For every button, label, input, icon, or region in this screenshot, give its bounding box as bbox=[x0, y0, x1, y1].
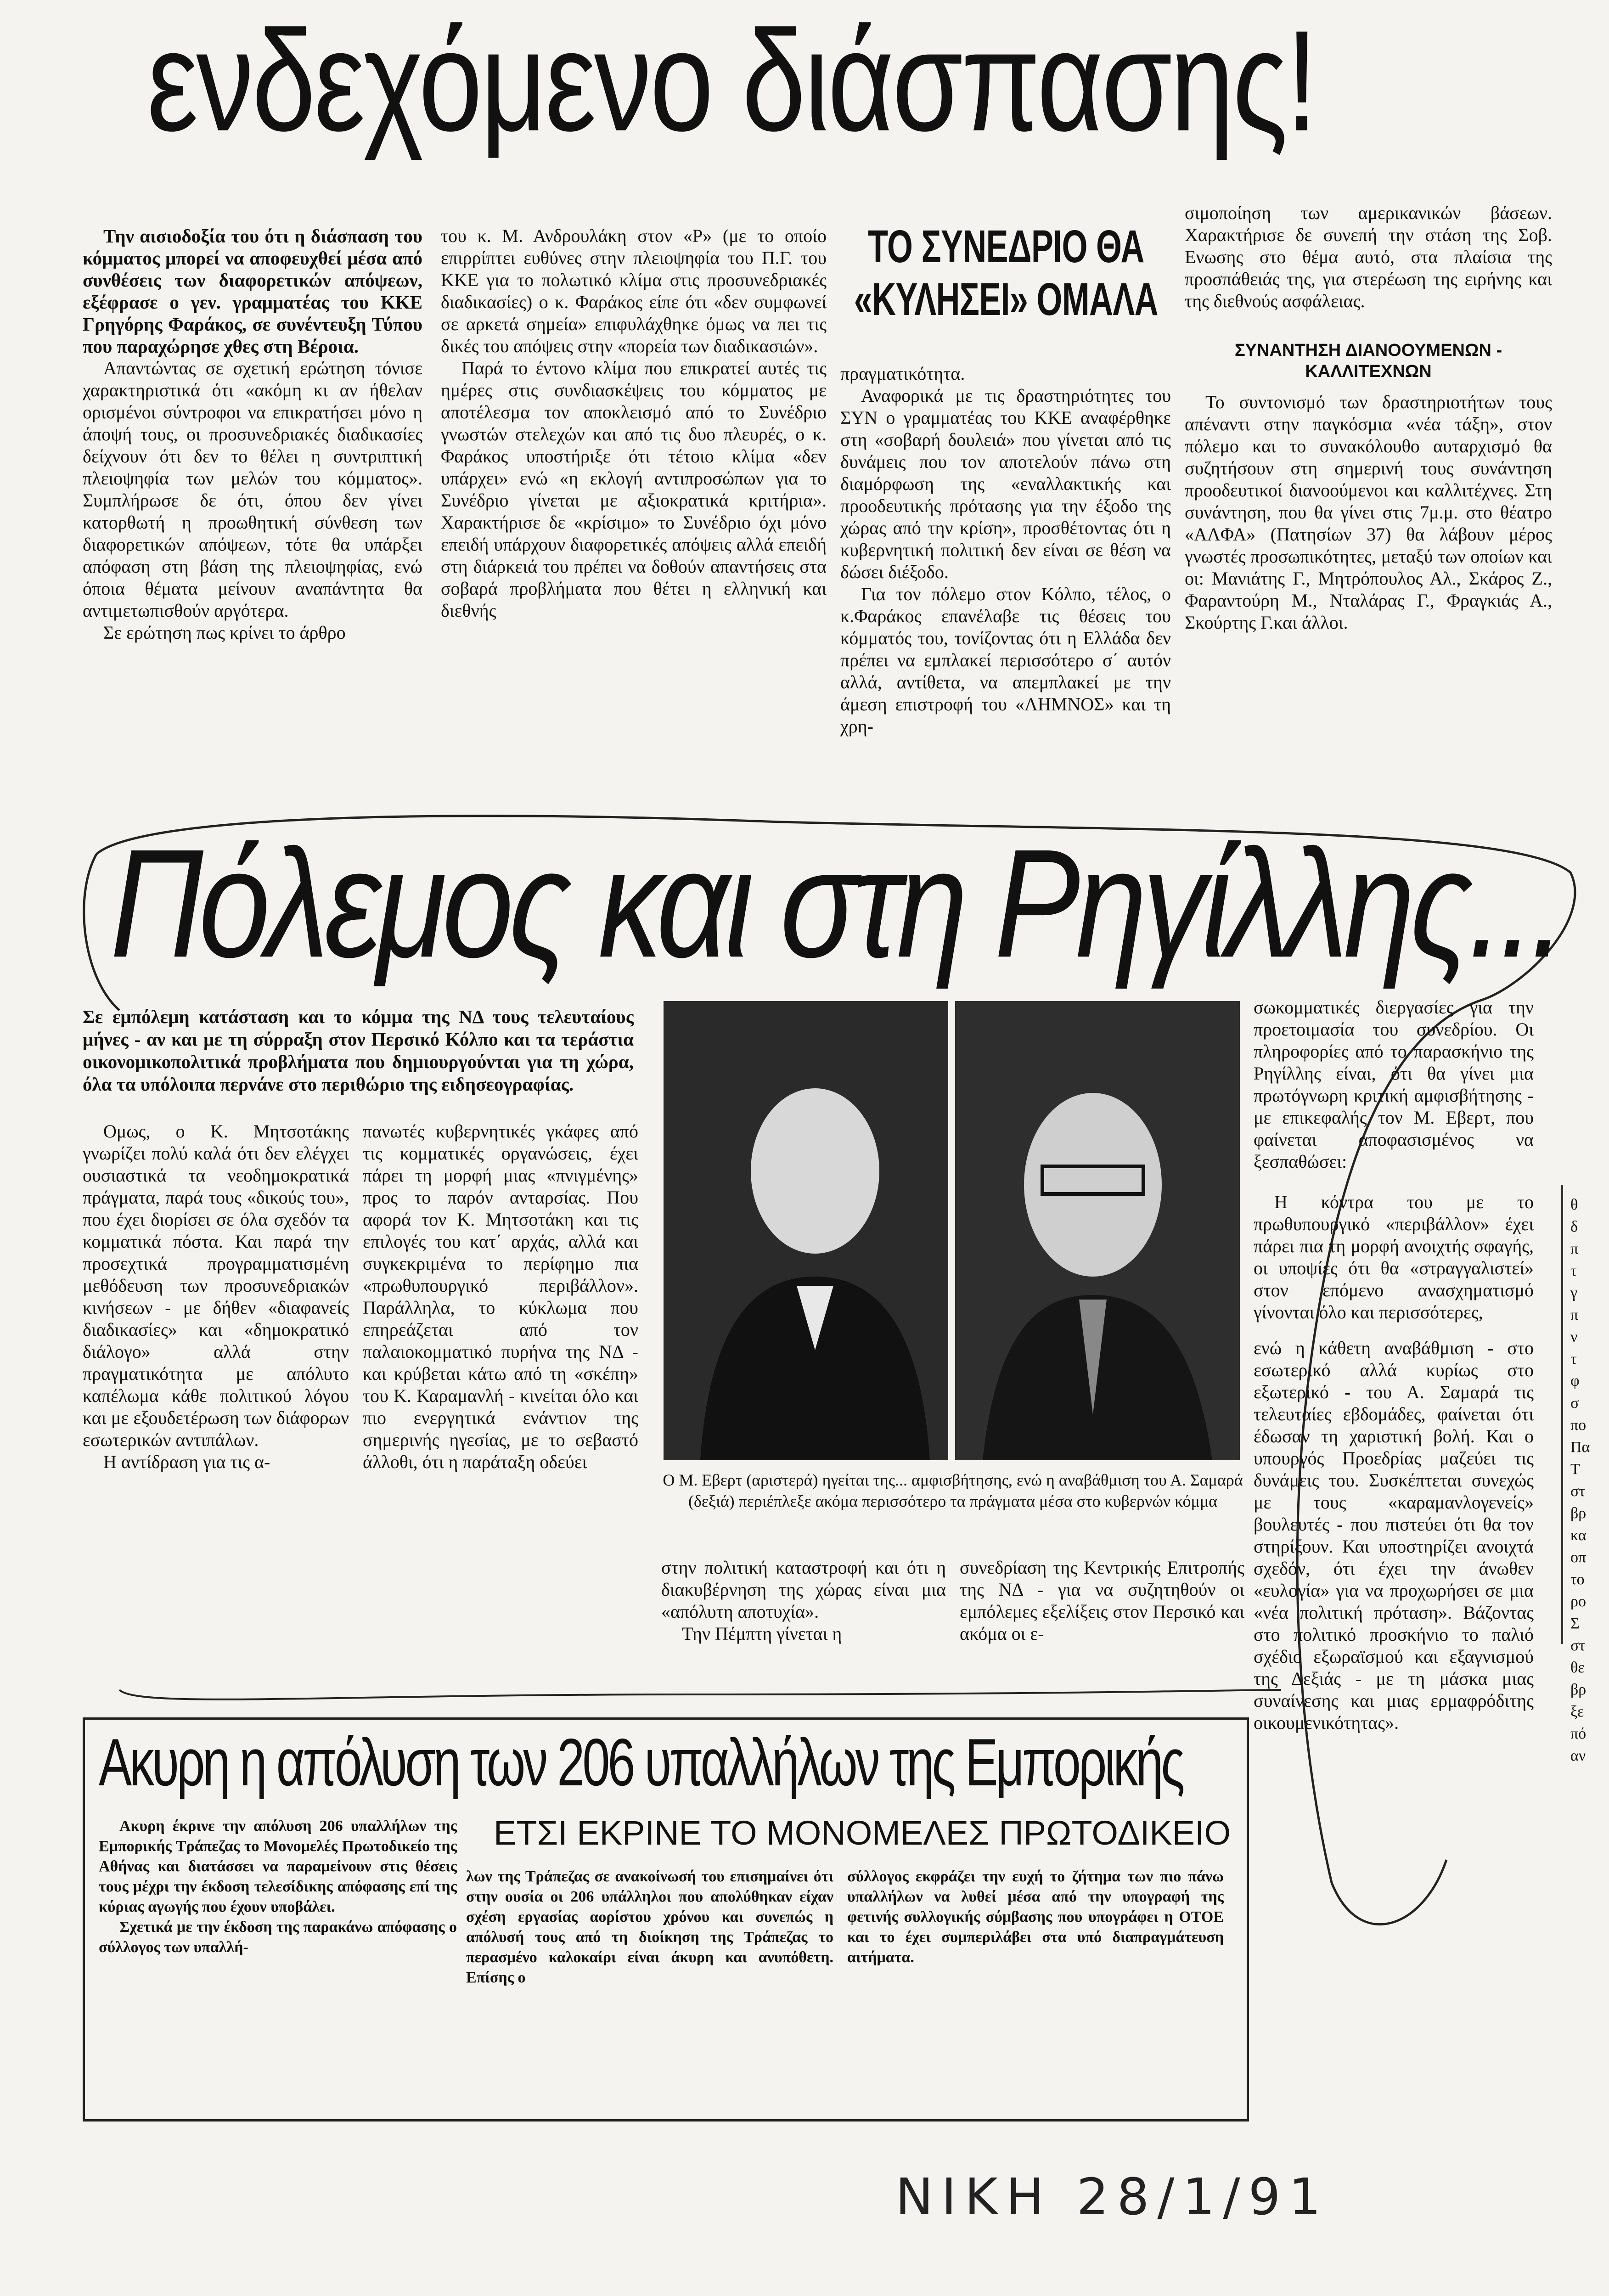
article3-column-3 bbox=[847, 1867, 1224, 1968]
photo-samaras bbox=[955, 1001, 1240, 1460]
edge-fragment: τ bbox=[1570, 1351, 1577, 1367]
edge-fragment: στ bbox=[1570, 1637, 1585, 1654]
article2-paragraph: συνεδρίαση της Κεντρικής Επιτροπής της ΝΔ - για να συζητηθούν οι εμπόλεμες εξελίξεις στον Περσικό και ακόμα οι ε- bbox=[960, 1557, 1244, 1644]
edge-fragment: Πα bbox=[1570, 1439, 1590, 1456]
edge-fragment: θε bbox=[1570, 1659, 1585, 1676]
edge-fragment: στ bbox=[1570, 1483, 1585, 1500]
article3-paragraph: λων της Τράπεζας σε ανακοίνωσή του επισημαίνει ότι στην ουσία οι 206 υπάλληλοι που απολύθηκαν είχαν σχέση εργασίας αορίστου χρόνου και συνεπώς η απόλυσή τους από τη διοίκηση της Τράπεζας το περασμένο καλοκαίρι είναι άκυρη και ανυπόθετη. Επίσης ο bbox=[466, 1868, 833, 1986]
edge-fragment: γ bbox=[1570, 1284, 1578, 1301]
edge-fragment: ν bbox=[1570, 1328, 1578, 1345]
edge-fragment: φ bbox=[1570, 1373, 1580, 1390]
handwritten-date: ΝΙΚΗ 28/1/91 bbox=[895, 2167, 1329, 2226]
article2-paragraph: πανωτές κυβερνητικές γκάφες από τις κομματικές οργανώσεις, έχει πάρει τη μορφή μιας «πνιγμένης» προς το παρόν ανταρσίας. Που αφορά τον Κ. Μητσοτάκη και τις επιλογές του κατ΄ αρχάς, αλλά και συγκεκριμένα το περίφημο πια «πρωθυπουργικό περιβάλλον». Παράλληλα, το κύκλωμα που επηρεάζεται από τον παλαιοκομματικό πυρήνα της ΝΔ - και κρύβεται κάτω από τη «σκέπη» του Κ. Καραμανλή - κινείται όλο και πιο ενεργητικά ενάντιον της σημερινής ηγεσίας, με το σεβαστό άλλοθι, ότι η παράταξη οδεύει bbox=[363, 1121, 638, 1472]
article2-column-4 bbox=[960, 1557, 1244, 1645]
photo-caption: Ο Μ. Εβερτ (αριστερά) ηγείται της... αμφισβήτησης, ενώ η αναβάθμιση του Α. Σαμαρά (δεξιά) περιέπλεξε ακόμα περισσότερο τα πράγματα μέσα στο κυβερνών κόμμα bbox=[663, 1471, 1243, 1510]
culture-text: Το συντονισμό των δραστηριοτήτων τους απέναντι στην παγκόσμια «νέα τάξη», στον πόλεμο και το συνακόλουθο αυταρχισμό θα συζητήσουν στη σημερινή τους συνάντηση προοδευτικοί διανοούμενοι και καλλιτέχνες. Στη συνάντηση, που θα γίνει στις 7μ.μ. στο θέατρο «ΑΛΦΑ» (Πατησίων 37) θα λάβουν μέρος γνωστές προσωπικότητες, μεταξύ των οποίων και οι: Μανιάτης Γ., Μητρόπουλος Αλ., Σκάρος Ζ., Φαραντούρη Μ., Νταλάρας Γ., Φραγκιάς Α., Σκούρτης Γ.και άλλοι. bbox=[1185, 392, 1552, 633]
headline-middle: Πόλεμος και στη Ρηγίλλης... bbox=[110, 817, 1562, 990]
article1-paragraph: Σε ερώτηση πως κρίνει το άρθρο bbox=[103, 622, 346, 643]
edge-fragment: οπ bbox=[1570, 1549, 1586, 1566]
edge-fragment: βρ bbox=[1570, 1505, 1586, 1522]
edge-fragment: κα bbox=[1570, 1527, 1586, 1544]
article1-subhead: ΤΟ ΣΥΝΕΔΡΙΟ ΘΑ «ΚΥΛΗΣΕΙ» ΟΜΑΛΑ bbox=[854, 221, 1158, 325]
article2-lead: Σε εμπόλεμη κατάσταση και το κόμμα της ΝΔ τους τελευταίους μήνες - αν και με τη σύρραξη στον Περσικό Κόλπο και τα τεράστια οικονομικοπολιτικά προβλήματα που δημιουργούνται για τη χώρα, όλα τα υπόλοιπα περνάνε στο περιθώριο της ειδησεογραφίας. bbox=[83, 1006, 634, 1095]
article1-paragraph: Παρά το έντονο κλίμα που επικρατεί αυτές τις ημέρες στις συνδιασκέψεις του κόμματος με αποτέλεσμα τον αποκλεισμό από το Συνέδριο γνωστών στελεχών και από τις δυο πλευρές, ο κ. Φαράκος υποστήριξε ότι τέτοιο κλίμα «δεν υπάρχει» ενώ «η εκλογή αντιπροσώπων για το Συνέδριο γίνεται με αξιοκρατικά κριτήρια». Χαρακτήρισε δε «κρίσιμο» το Συνέδριο όχι μόνο επειδή υπάρχουν διαφορετικές απόψεις αλλά επειδή στη διάρκειά του πρέπει να δοθούν απαντήσεις στα σοβαρά προβλήματα που θέτει η ελληνική και διεθνής bbox=[441, 358, 827, 621]
article1-paragraph: πραγματικότητα. bbox=[840, 363, 965, 384]
article2-paragraph: στην πολιτική καταστροφή και ότι η διακυβέρνηση της χώρας είναι μια «απόλυτη αποτυχία». bbox=[661, 1557, 946, 1622]
article1-paragraph: σιμοποίηση των αμερικανικών βάσεων. Χαρακτήρισε δε συνεπή την στάση της Σοβ. Ενωσης στο θέμα αυτό, στα πλαίσια της προσπάθειάς της, για στερέωση της ειρήνης και της διεθνούς ασφάλειας. bbox=[1185, 203, 1552, 311]
article3-box bbox=[83, 1717, 1249, 2122]
article1-paragraph: Για τον πόλεμο στον Κόλπο, τέλος, ο κ.Φαράκος επανέλαβε τις θέσεις του κόμματός του, τονίζοντας ότι η Ελλάδα δεν πρέπει να εμπλακεί περισσότερο σ΄ αυτόν αλλά, αντίθετα, να απεμπλακεί με την άμεση επιστροφή του «ΛΗΜΝΟΣ» και τη χρη- bbox=[840, 584, 1171, 737]
headline-top: ενδεχόμενο διάσπασης! bbox=[147, 0, 1316, 161]
photo-evert bbox=[664, 1001, 948, 1460]
edge-fragment: σ bbox=[1570, 1395, 1579, 1412]
article3-column-2 bbox=[466, 1867, 833, 1988]
article1-paragraph: Αναφορικά με τις δραστηριότητες του ΣΥΝ ο γραμματέας του ΚΚΕ αναφέρθηκε στη «σοβαρή δουλειά» που γίνεται από τις δυνάμεις που τον αποτελούν πάνω στη διαμόρφωση της «εναλλακτικής και προοδευτικής πρότασης για την έξοδο της χώρας από την κρίση», προσθέτοντας ότι η κυβερνητική πολιτική δεν είναι σε θέση να δώσει διέξοδο. bbox=[840, 385, 1171, 582]
edge-fragment: πό bbox=[1570, 1725, 1586, 1742]
edge-fragment: π bbox=[1570, 1306, 1579, 1323]
article2-paragraph: Ομως, ο Κ. Μητσοτάκης γνωρίζει πολύ καλά ότι δεν ελέγχει ουσιαστικά τα νεοδημοκρατικά πράγματα, παρά τους «δικούς του», που έχει διορίσει σε όλα σχεδόν τα κομματικά πόστα. Και παρά την προσεχτικά προγραμματισμένη μεθόδευση των προσυνεδριακών κινήσεων - με δήθεν «διαφανείς διαδικασίες» και «δημοκρατικό διάλογο» αλλά στην πραγματικότητα με απόλυτο καπέλωμα κάθε πολιτικού λόγου και με εξουδετέρωση των διάφορων εσωτερικών αντιπάλων. bbox=[83, 1121, 349, 1450]
article3-paragraph: σύλλογος εκφράζει την ευχή το ζήτημα των πιο πάνω υπαλλήλων να λυθεί μέσα από την υπογραφή της φετινής συλλογικής σύμβασης που υπογράφει η ΟΤΟΕ και το έχει συμπεριλάβει στα υπό διαπραγμάτευση αιτήματα. bbox=[847, 1868, 1224, 1966]
article1-paragraph: Απαντώντας σε σχετική ερώτηση τόνισε χαρακτηριστικά ότι «ακόμη κι αν ήθελαν ορισμένοι σύντροφοι να επικρατήσει μόνο η άποψή τους, οι προσυνεδριακές διαδικασίες δείχνουν ότι δεν το θέλει η συντριπτική πλειοψηφία των μελών του κόμματος». Συμπλήρωσε δε ότι, όπου δεν γίνει κατορθωτή η προωθητική σύνθεση των διαφορετικών απόψεων, τότε θα υπάρξει απόφαση στη βάση της πλειοψηφίας, ενώ όποια θέματα μείνουν αναπάντητα θα αντιμετωπισθούν αργότερα. bbox=[83, 358, 422, 621]
article2-column-5 bbox=[1254, 996, 1534, 1734]
edge-fragment: το bbox=[1570, 1571, 1585, 1588]
article3-paragraph: Σχετικά με την έκδοση της παρακάνω απόφασης ο σύλλογος των υπαλλή- bbox=[99, 1919, 457, 1956]
edge-fragment: τ bbox=[1570, 1262, 1577, 1279]
article2-paragraph: ενώ η κάθετη αναβάθμιση - στο εσωτερικό αλλά κυρίως στο εξωτερικό - του Α. Σαμαρά τις τελευταίες εβδομάδες, φαίνεται ότι έδωσαν τη χαριστική βολή. Και ο υπουργός Προεδρίας μαζεύει τις δυνάμεις του. Συσκέπτεται συνεχώς με τους «καραμανλογενείς» βουλευτές - που πιστεύει ότι θα τον στηρίξουν. Και υποστηρίζει ανοιχτά σχεδόν, ότι έχει την άνωθεν «ευλογία» για να προχωρήσει σε μια «νέα πολιτική πρόταση». Βάζοντας στο πολιτικό προσκήνιο το παλιό σχέδιο εξωραϊσμού και εξαγνισμού της Δεξιάς - με τη μάσκα μιας συναίνεσης και μιας ερμαφρόδιτης οικουμενικότητας». bbox=[1254, 1338, 1534, 1733]
article2-paragraph: Η αντίδραση για τις α- bbox=[103, 1452, 270, 1472]
edge-fragment: ξε bbox=[1570, 1703, 1584, 1720]
article3-column-1 bbox=[99, 1816, 457, 1958]
article1-lead: Την αισιοδοξία του ότι η διάσπαση του κόμματος μπορεί να αποφευχθεί μέσα από συνθέσεις των διαφορετικών απόψεων, εξέφρασε ο γεν. γραμματέας του ΚΚΕ Γρηγόρης Φαράκος, σε συνέντευξη Τύπου που παραχώρησε χθες στη Βέροια. bbox=[83, 225, 422, 357]
edge-fragment: βρ bbox=[1570, 1681, 1586, 1698]
article3-headline: Ακυρη η απόλυση των 206 υπαλλήλων της Εμπορικής bbox=[99, 1724, 1183, 1800]
article2-paragraph: Την Πέμπτη γίνεται η bbox=[682, 1623, 842, 1644]
article2-paragraph: Η κόντρα του με το πρωθυπουργικό «περιβάλλον» έχει πάρει πια τη μορφή ανοιχτής σφαγής, οι υποψίες ότι θα «στραγγαλιστεί» στον επόμενο ανασχηματισμό γίνονται όλο και περισσότερες, bbox=[1254, 1192, 1534, 1322]
edge-fragment: Σ bbox=[1570, 1615, 1580, 1632]
article2-column-3 bbox=[661, 1557, 946, 1645]
edge-fragment: πο bbox=[1570, 1417, 1586, 1434]
culture-heading: ΣΥΝΑΝΤΗΣΗ ΔΙΑΝΟΟΥΜΕΝΩΝ - ΚΑΛΛΙΤΕΧΝΩΝ bbox=[1234, 341, 1502, 381]
edge-fragment: Τ bbox=[1570, 1461, 1580, 1478]
edge-fragment: π bbox=[1570, 1240, 1579, 1257]
column-rule bbox=[1561, 1185, 1563, 1644]
article1-paragraph: του κ. Μ. Ανδρουλάκη στον «Ρ» (με το οποίο επιρρίπτει ευθύνες στην πλειοψηφία του Π.Γ. του ΚΚΕ για το πολωτικό κλίμα στις προσυνεδριακές διαδικασίες) ο κ. Φαράκος είπε ότι «δεν συμφωνεί σε αρκετά σημεία» επιφυλάχθηκε όμως να πει τις δικές του απόψεις στην «πορεία των διαδικασιών». bbox=[441, 225, 827, 356]
edge-fragment: αν bbox=[1570, 1747, 1586, 1764]
article2-paragraph: σωκομματικές διεργασίες για την προετοιμασία του συνεδρίου. Οι πληροφορίες από το παρασκήνιο της Ρηγίλλης είναι, ότι θα γίνει μια πρωτόγνωρη κριτική αμφισβήτησης - με επικεφαλής τον Μ. Εβερτ, που φαίνεται αποφασισμένος να ξεσπαθώσει: bbox=[1254, 997, 1534, 1172]
article3-paragraph: Ακυρη έκρινε την απόλυση 206 υπαλλήλων της Εμπορικής Τράπεζας το Μονομελές Πρωτοδικείο της Αθήνας και διατάσσει να παραμείνουν στις θέσεις τους μέχρι την έκδοση τελεσίδικης απόφασης επί της κύριας αγωγής που έχουν υποβάλει. bbox=[99, 1818, 457, 1915]
edge-fragment: δ bbox=[1570, 1218, 1578, 1235]
portrait-right-image bbox=[955, 1001, 1240, 1460]
edge-fragment: θ bbox=[1570, 1196, 1578, 1213]
adjacent-column-fragments bbox=[1570, 1194, 1607, 1767]
edge-fragment: ρο bbox=[1570, 1593, 1586, 1610]
article3-subhead: ΕΤΣΙ ΕΚΡΙΝΕ ΤΟ ΜΟΝΟΜΕΛΕΣ ΠΡΩΤΟΔΙΚΕΙΟ bbox=[494, 1814, 1231, 1852]
portrait-left-image bbox=[664, 1001, 948, 1460]
article2-column-1 bbox=[83, 1120, 349, 1473]
article2-column-2 bbox=[363, 1120, 638, 1473]
